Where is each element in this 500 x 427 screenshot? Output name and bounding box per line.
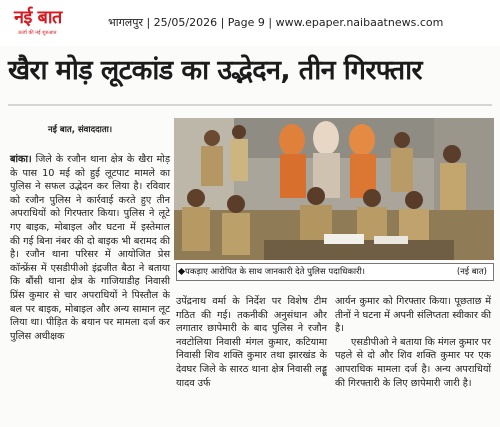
article-column-1 xyxy=(10,153,170,343)
accused-1 xyxy=(279,124,306,198)
column-3-paragraph-1: आर्यन कुमार को गिरफ्तार किया। पूछताछ में तीनों ने घटना में अपनी संलिप्तता स्वीकार की है। xyxy=(335,296,491,335)
standing-figure-3 xyxy=(391,132,413,192)
accused-3 xyxy=(349,124,376,198)
accused-2 xyxy=(313,121,340,198)
column-3-paragraph-2: एसडीपीओ ने बताया कि मंगल कुमार पर पहले से दो और शिव शक्ति कुमार पर एक आपराधिक मामला दर्ज है। अन्य अपराधियों की गिरफ्तारी के लिए छापेमारी जारी है। xyxy=(335,336,491,389)
logo-tagline: ऊर्जा की नई शुरुआत xyxy=(18,30,57,36)
article-column-3 xyxy=(335,295,491,390)
headline-divider xyxy=(8,104,492,106)
article-column-2 xyxy=(176,295,327,390)
column-1-text: जिले के रजौन थाना क्षेत्र के खैरा मोड़ के पास 10 मई को हुई लूटपाट मामले का पुलिस ने सफल उद्भेदन कर लिया है। रविवार को रजौन पुलिस ने कार्रवाई करते हुए तीन अपराधियों को गिरफ्तार किया। पुलिस ने लूटे गए बाइक, मोबाइल और घटना में इस्तेमाल की गई बिना नंबर की दो बाइक भी बरामद की है। रजौन थाना परिसर में आयोजित प्रेस कॉन्फ्रेंस में एसडीपीओ इंद्रजीत बैठा ने बताया कि बौंसी थाना क्षेत्र के गाजियाडीह निवासी प्रिंस कुमार से चार अपराधियों ने पिस्तौल के बल पर बाइक, मोबाइल और अन्य सामान लूट लिया था। पीड़ित के बयान पर मामला दर्ज कर पुलिस अधीक्षक xyxy=(10,154,170,342)
article-dateline: बांका। xyxy=(10,154,32,165)
logo-title: नई बात xyxy=(14,7,62,28)
standing-figure-2 xyxy=(230,125,248,181)
standing-figure-1 xyxy=(201,130,223,186)
article-headline: खैरा मोड़ लूटकांड का उद्भेदन, तीन गिरफ्तार xyxy=(8,55,422,86)
news-photo xyxy=(174,118,494,260)
caption-bullet xyxy=(178,268,185,275)
newspaper-logo[interactable] xyxy=(14,8,90,40)
masthead xyxy=(0,0,500,46)
column-2-text: उपेंद्रनाथ वर्मा के निर्देश पर विशेष टीम गठित की गई। तकनीकी अनुसंधान और लगातार छापेमारी के बाद पुलिस ने रजौन नवटोलिया निवासी मंगल कुमार, कटियामा निवासी शिव शक्ति कुमार तथा झारखंड के देवघर जिले के सारठ थाना क्षेत्र निवासी लड्डू यादव उर्फ xyxy=(176,296,327,389)
police-press-photo xyxy=(174,118,494,260)
article-byline: नई बात, संवाददाता। xyxy=(48,125,113,135)
caption-text: पकड़ाए आरोपित के साथ जानकारी देते पुलिस पदाधिकारी। xyxy=(185,267,365,277)
photo-credit: (नई बात) xyxy=(456,267,487,277)
photo-caption xyxy=(176,263,494,281)
edition-meta: भागलपुर | 25/05/2026 | Page 9 | www.epaper.naibaatnews.com xyxy=(108,16,444,29)
